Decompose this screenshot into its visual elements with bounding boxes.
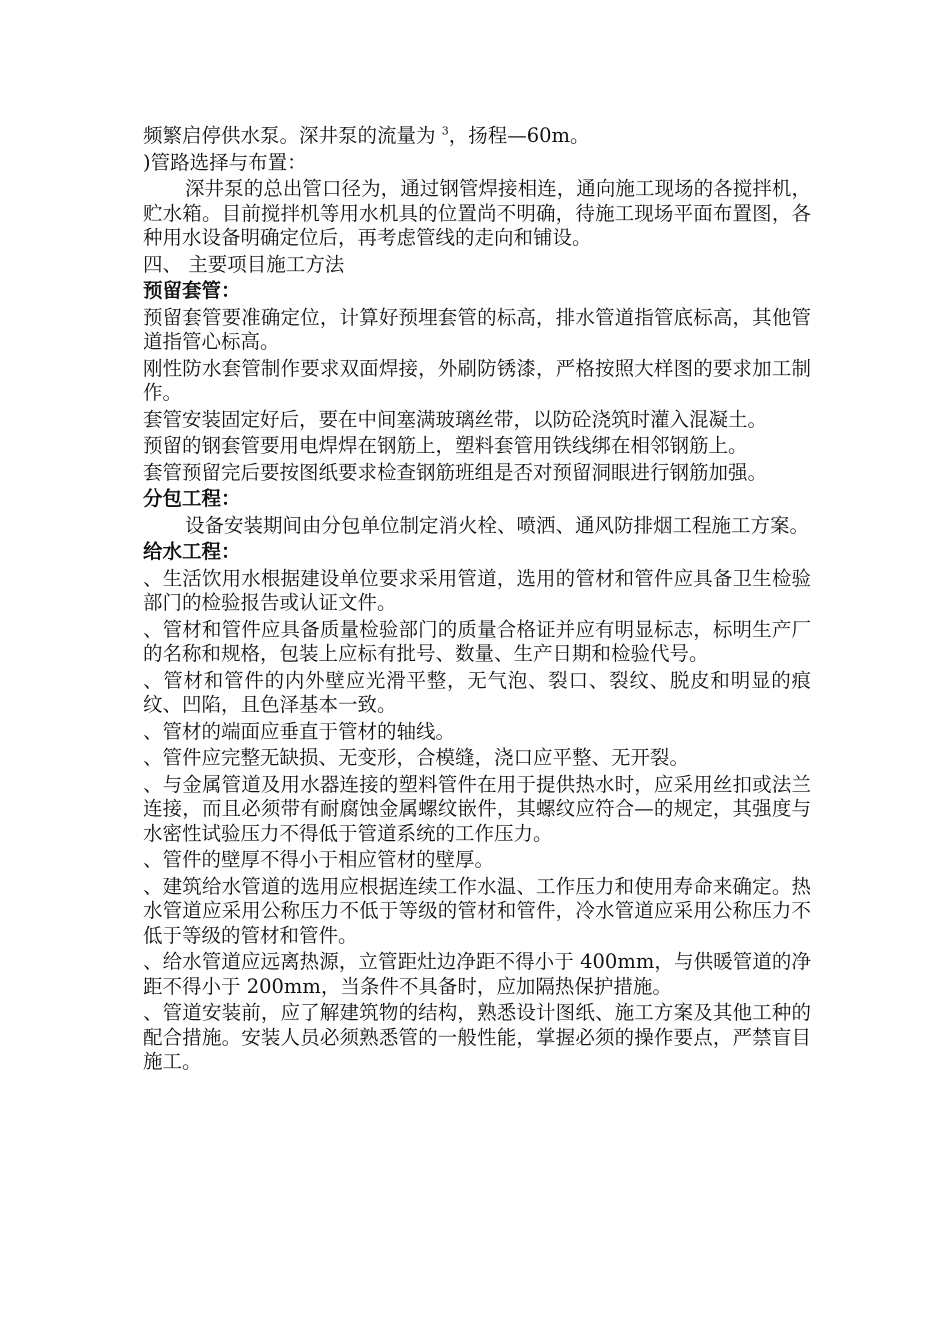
pump-flow-superscript: 3 [441,124,449,138]
water-supply-item: 、管道安装前，应了解建筑物的结构，熟悉设计图纸、施工方案及其他工种的配合措施。安装人员必须熟悉管的一般性能，掌握必须的操作要点，严禁盲目施工。 [143,1001,811,1073]
water-supply-item: 、管件的壁厚不得小于相应管材的壁厚。 [143,848,495,871]
pipe-layout-paragraph: 深井泵的总出管口径为，通过钢管焊接相连，通向施工现场的各搅拌机，贮水箱。目前搅拌机等用水机具的位置尚不明确，待施工现场平面布置图，各种用水设备明确定位后，再考虑管线的走向和铺设。 [143,177,811,249]
sleeve-item: 刚性防水套管制作要求双面焊接，外刷防锈漆，严格按照大样图的要求加工制作。 [143,356,811,404]
water-supply-item: 、建筑给水管道的选用应根据连续工作水温、工作压力和使用寿命来确定。热水管道应采用公称压力不低于等级的管材和管件，冷水管道应采用公称压力不低于等级的管材和管件。 [143,874,811,947]
water-supply-item: 、管材的端面应垂直于管材的轴线。 [143,719,456,743]
water-supply-item: 、给水管道应远离热源，立管距灶边净距不得小于 400mm，与供暖管道的净距不得小于 200mm，当条件不具备时，应加隔热保护措施。 [143,950,811,998]
pump-head-text: ，扬程—60m。 [448,124,590,147]
subcontract-paragraph: 设备安装期间由分包单位制定消火栓、喷洒、通风防排烟工程施工方案。 [185,513,810,537]
section-heading: 四、 主要项目施工方法 [143,252,345,276]
sleeve-item: 预留的钢套管要用电焊焊在钢筋上，塑料套管用铁线绑在相邻钢筋上。 [143,434,748,457]
pump-flow-text: 频繁启停供水泵。深井泵的流量为 [143,124,442,147]
water-supply-heading: 给水工程： [143,540,241,563]
water-supply-item: 、生活饮用水根据建设单位要求采用管道，选用的管材和管件应具备卫生检验部门的检验报告或认证文件。 [143,566,811,614]
water-supply-item: 、管材和管件应具备质量检验部门的质量合格证并应有明显标志，标明生产厂的名称和规格，包装上应标有批号、数量、生产日期和检验代号。 [143,617,811,665]
water-supply-item: 、管件应完整无缺损、无变形，合模缝，浇口应平整、无开裂。 [143,746,690,769]
pipe-layout-heading: )管路选择与布置： [143,150,307,174]
water-supply-item: 、管材和管件的内外壁应光滑平整，无气泡、裂口、裂纹、脱皮和明显的痕纹、凹陷，且色泽基本一致。 [143,668,811,716]
sleeve-item: 套管预留完后要按图纸要求检查钢筋班组是否对预留洞眼进行钢筋加强。 [143,460,768,484]
sleeve-item: 预留套管要准确定位，计算好预埋套管的标高，排水管道指管底标高，其他管道指管心标高。 [143,305,811,353]
sleeve-item: 套管安装固定好后，要在中间塞满玻璃丝带，以防砼浇筑时灌入混凝土。 [143,407,768,431]
sleeve-heading: 预留套管： [143,279,241,302]
document-page [143,124,811,1077]
pump-flow-line [143,124,811,149]
water-supply-item: 、与金属管道及用水器连接的塑料管件在用于提供热水时，应采用丝扣或法兰连接，而且必须带有耐腐蚀金属螺纹嵌件，其螺纹应符合—的规定，其强度与水密性试验压力不得低于管道系统的工作压力。 [143,772,811,845]
subcontract-heading: 分包工程： [143,487,241,510]
